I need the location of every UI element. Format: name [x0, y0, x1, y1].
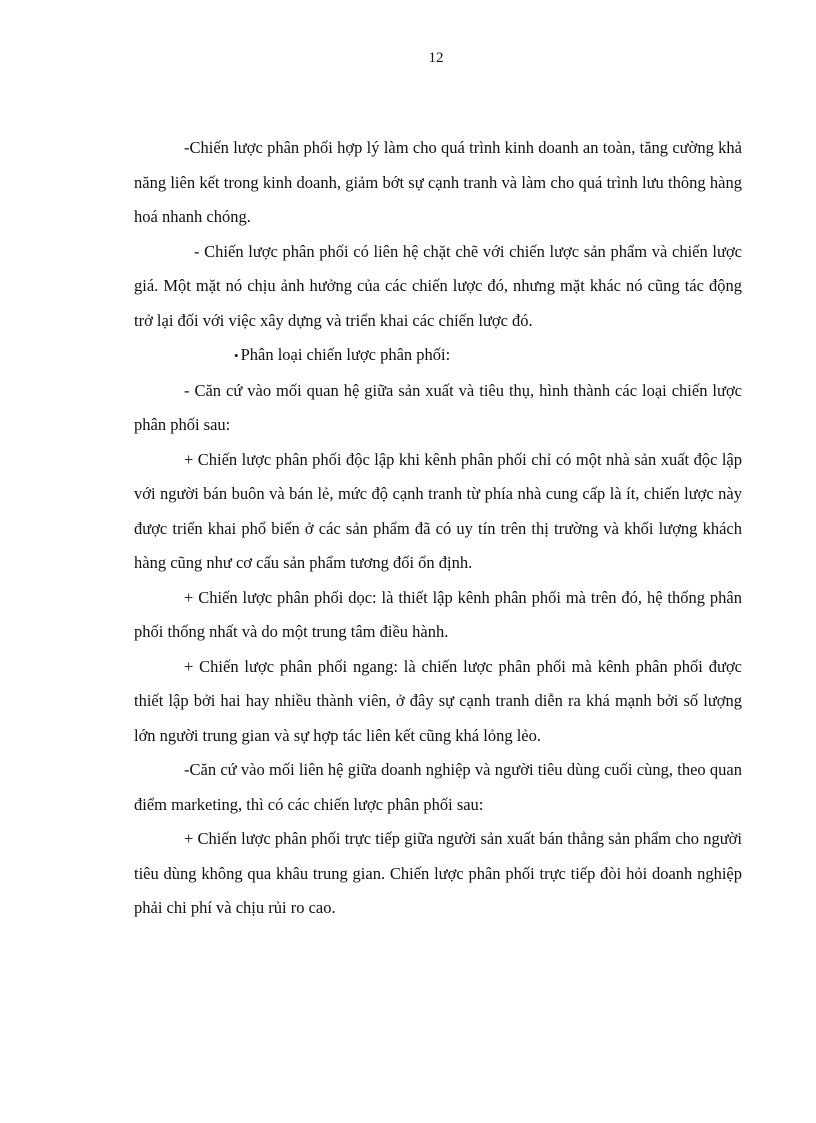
document-body [134, 131, 742, 926]
page-number: 12 [428, 50, 444, 66]
paragraph-direct-strategy: + Chiến lược phân phối trực tiếp giữa người sản xuất bán thẳng sản phẩm cho người tiêu dùng không qua khâu trung gian. Chiến lược phân phối trực tiếp đòi hỏi doanh nghiệp phải chi phí và chịu rủi ro cao. [134, 829, 742, 917]
bullet-classification-heading [134, 338, 742, 374]
paragraph-strategy-relations: - Chiến lược phân phối có liên hệ chặt chẽ với chiến lược sản phẩm và chiến lược giá. Một mặt nó chịu ảnh hưởng của các chiến lược đó, nhưng mặt khác nó cũng tác động trở lại đối với việc xây dựng và triển khai các chiến lược đó. [134, 241, 742, 330]
paragraph-distribution-benefits: -Chiến lược phân phối hợp lý làm cho quá trình kinh doanh an toàn, tăng cường khả năng liên kết trong kinh doanh, giảm bớt sự cạnh tranh và làm cho quá trình lưu thông hàng hoá nhanh chóng. [134, 138, 742, 226]
bullet-heading-text: Phân loại chiến lược phân phối: [240, 345, 451, 364]
paragraph-vertical-strategy: + Chiến lược phân phối dọc: là thiết lập kênh phân phối mà trên đó, hệ thống phân phối thống nhất và do một trung tâm điều hành. [134, 587, 742, 641]
paragraph-consumer-relation-basis: -Căn cứ vào mối liên hệ giữa doanh nghiệp và người tiêu dùng cuối cùng, theo quan điểm marketing, thì có các chiến lược phân phối sau: [134, 760, 742, 814]
paragraph-independent-strategy: + Chiến lược phân phối độc lập khi kênh phân phối chỉ có một nhà sản xuất độc lập với người bán buôn và bán lẻ, mức độ cạnh tranh từ phía nhà cung cấp là ít, chiến lược này được triển khai phổ biến ở các sản phẩm đã có uy tín trên thị trường và khối lượng khách hàng cũng như cơ cấu sản phẩm tương đối ổn định. [134, 449, 742, 572]
paragraph-production-consumption-basis: - Căn cứ vào mối quan hệ giữa sản xuất và tiêu thụ, hình thành các loại chiến lược phân phối sau: [134, 380, 742, 434]
bullet-icon: • [234, 348, 239, 363]
paragraph-horizontal-strategy: + Chiến lược phân phối ngang: là chiến lược phân phối mà kênh phân phối được thiết lập bởi hai hay nhiều thành viên, ở đây sự cạnh tranh diễn ra khá mạnh bởi số lượng lớn người trung gian và sự hợp tác liên kết cũng khá lỏng lẻo. [134, 656, 742, 745]
